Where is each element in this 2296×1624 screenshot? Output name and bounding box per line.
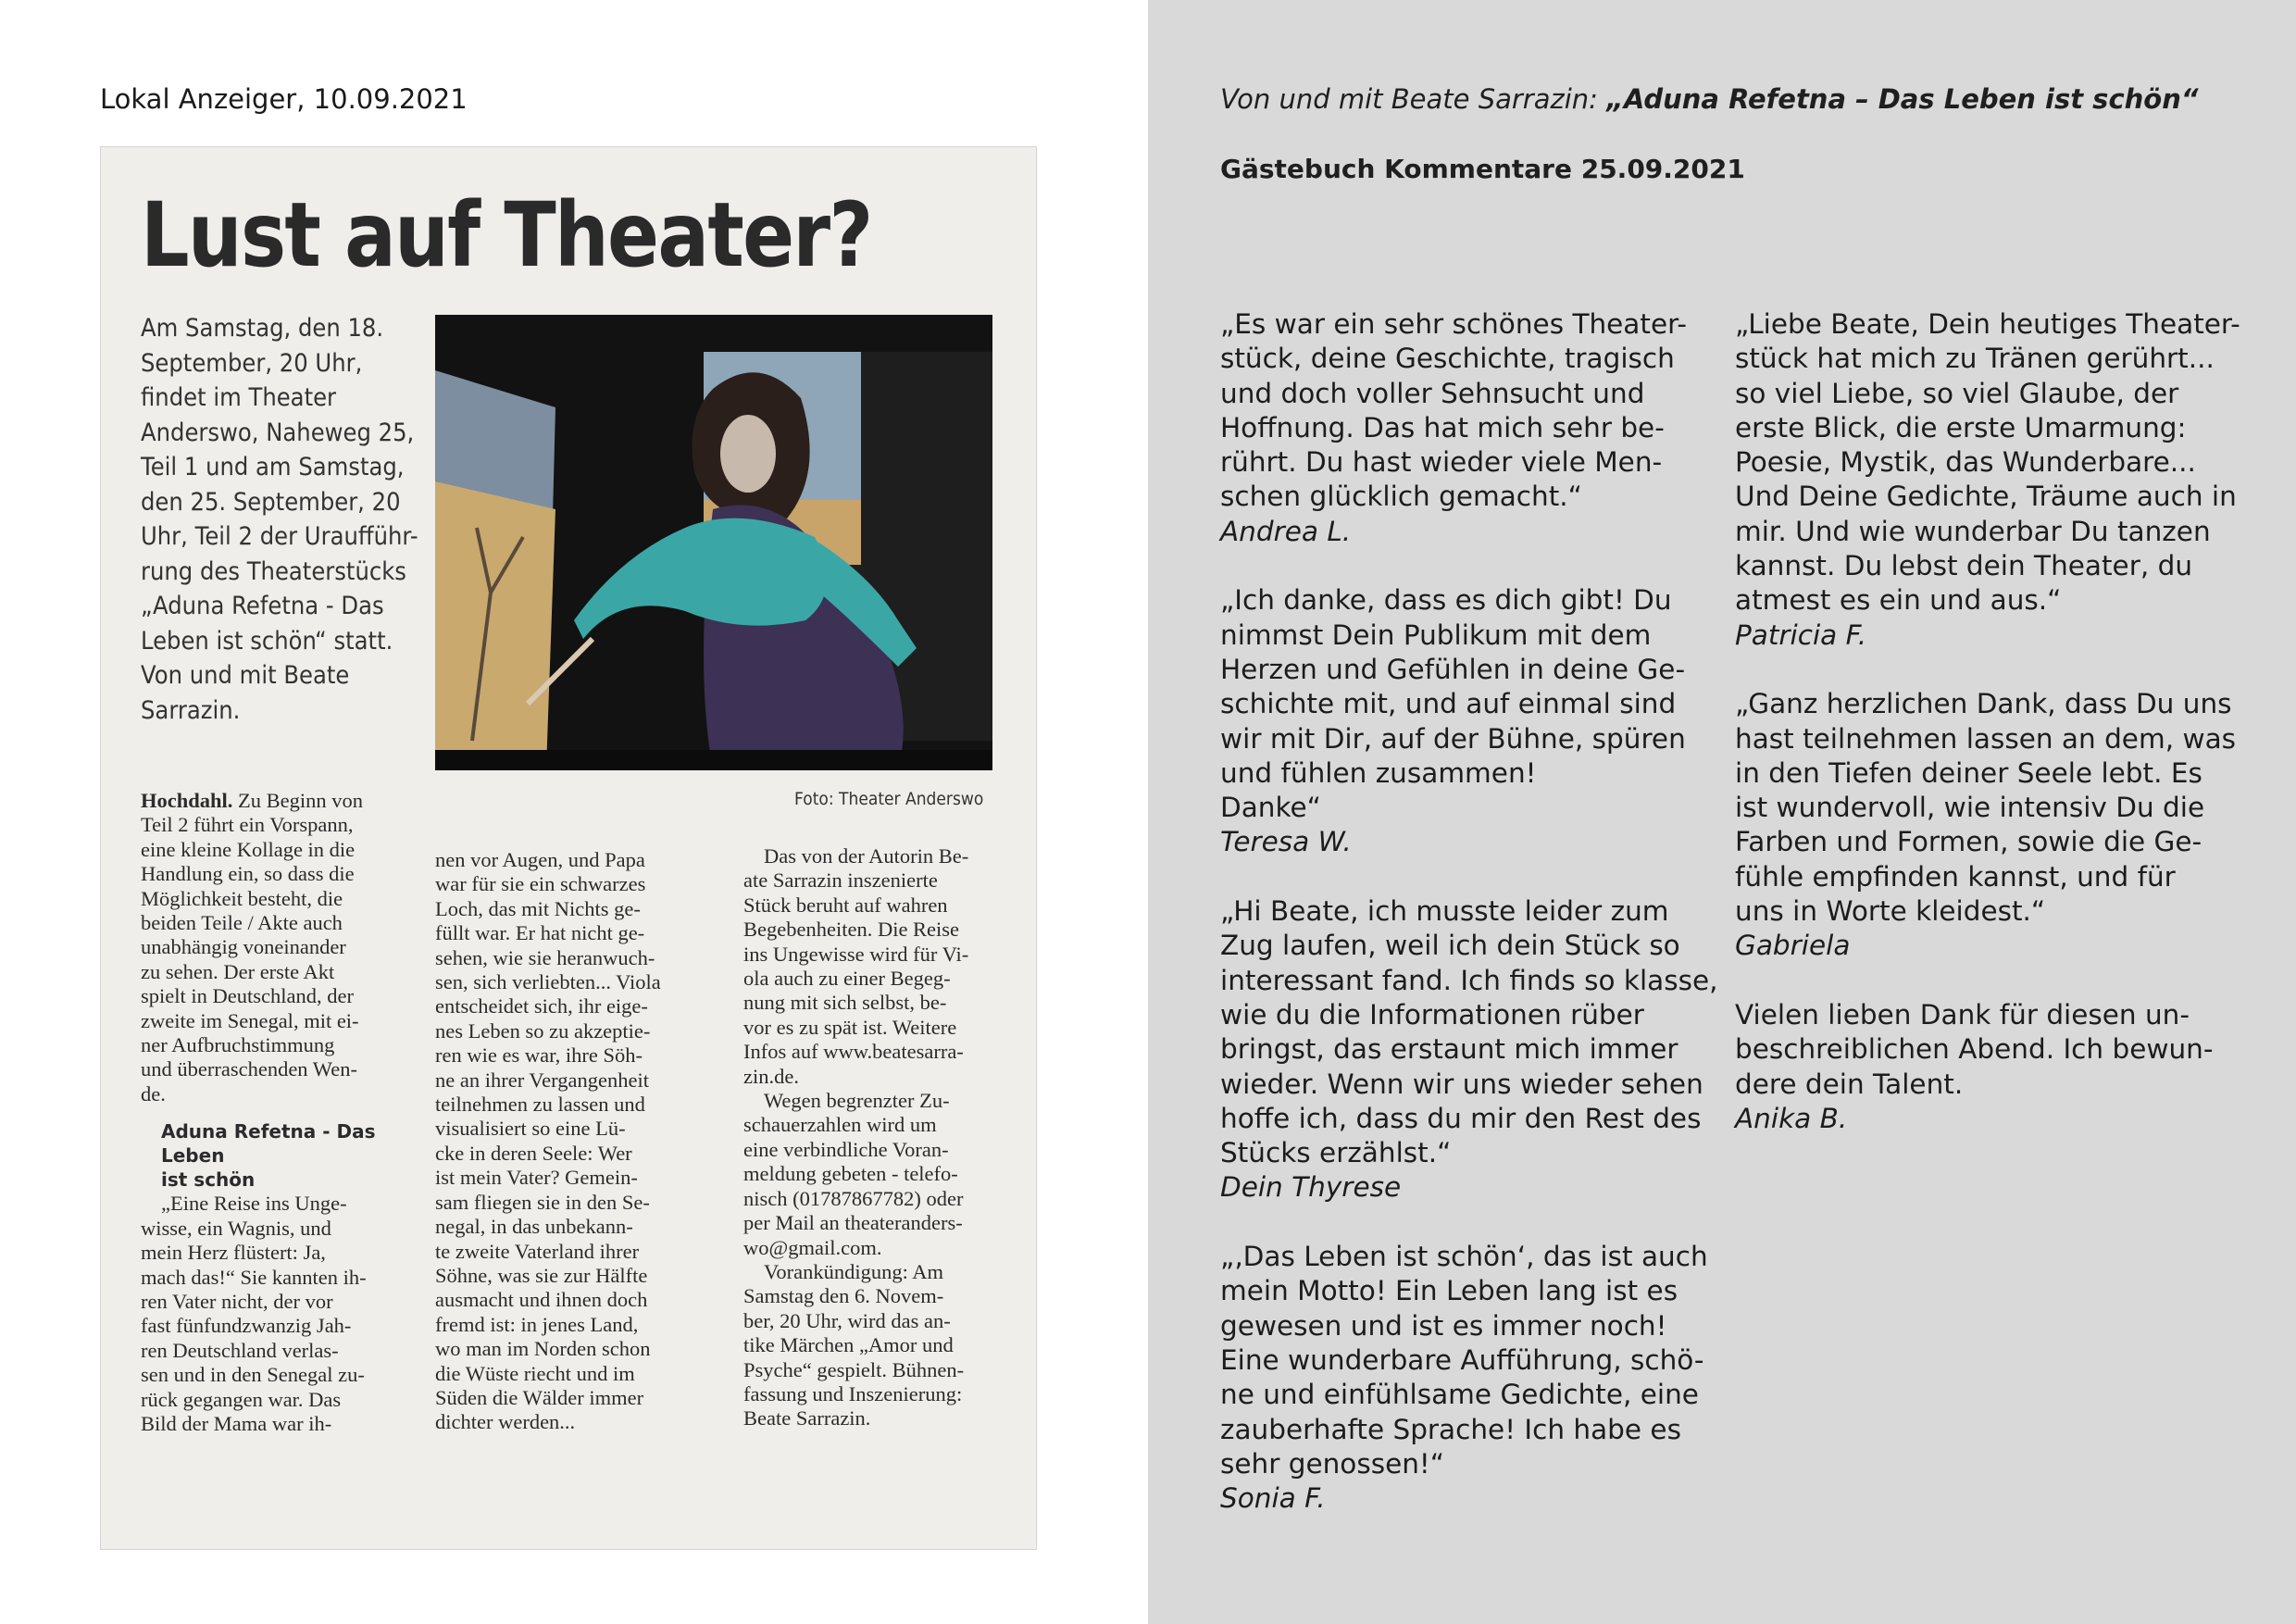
- article-paragraph: nen vor Augen, und Papa war für sie ein schwarzes Loch, das mit Nichts ge- füllt war. Er hat nicht ge- sehen, wie sie heranwuch- sen, sich verliebten... Viola entscheidet sich, ihr eige- nes Leben so zu akzeptie- ren wie es war, ihre Söh- ne an ihrer Vergangenheit teilnehmen zu lassen und visualisiert so eine Lü- cke in deren Seele: Wer ist mein Vater? Gemein- sam fliegen sie in den Se- negal, in das unbekann- te zweite Vaterland ihrer Söhne, was sie zur Hälfte ausmacht und ihnen doch fremd ist: in jenes Land, wo man im Norden schon die Wüste riecht und im Süden die Wälder immer dichter werden...: [435, 848, 661, 1434]
- comment-text: Vielen lieben Dank für diesen un- beschreiblichen Abend. Ich bewun- dere dein Talent.: [1735, 998, 2214, 1100]
- comment-text: „Hi Beate, ich musste leider zum Zug laufen, weil ich dein Stück so interessant fand. Ich finds so klasse, wie du die Informationen rüber bringst, das erstaunt mich immer wieder. Wenn wir uns wieder sehen hoffe ich, dass du mir den Rest des Stücks erzählst.“: [1220, 895, 1718, 1169]
- comment-text: „Ich danke, dass es dich gibt! Du nimmst Dein Publikum mit dem Herzen und Gefühlen in deine Ge- schichte mit, und auf einmal sind wir mit Dir, auf der Bühne, spüren und fühlen zusammen! Danke“: [1220, 584, 1686, 824]
- paragraph-text: Zu Beginn von Teil 2 führt ein Vorspann, eine kleine Kollage in die Handlung ein, so dass die Möglichkeit besteht, die beiden Teile / Akte auch unabhängig voneinander zu sehen. Der erste Akt spielt in Deutschland, der zweite im Senegal, mit ei- ner Aufbruchstimmung und überraschenden Wen- de.: [141, 789, 364, 1106]
- article-paragraph: Wegen begrenzter Zu- schauerzahlen wird um eine verbindliche Voran- meldung gebeten - telefo- nisch (01787867782) oder per Mail an theateranders- wo@gmail.com.: [743, 1089, 964, 1259]
- newspaper-caption: Lokal Anzeiger, 10.09.2021: [100, 83, 468, 115]
- article-column-2: [435, 848, 708, 1435]
- article-column-3: [743, 844, 1003, 1431]
- article-paragraph: Das von der Autorin Be- ate Sarrazin inszenierte Stück beruht auf wahren Begebenheiten. Die Reise ins Ungewisse wird für Vi- ola auch zu einer Begeg- nung mit sich selbst, be- vor es zu spät ist. Weitere Infos auf www.beatesarra- zin.de.: [743, 844, 969, 1088]
- article-paragraph: Vorankündigung: Am Samstag den 6. Novem- ber, 20 Uhr, wird das an- tike Märchen „Amor und Psyche“ gespielt. Bühnen- fassung und Inszenierung: Beate Sarrazin.: [743, 1259, 965, 1430]
- guestbook-caption: [1220, 83, 2199, 115]
- guestbook-column-2: [1735, 307, 2253, 1170]
- guestbook-entry: [1220, 307, 1739, 549]
- guestbook-entry: [1735, 307, 2253, 653]
- guestbook-entry: [1735, 687, 2253, 963]
- guestbook-entry: [1220, 583, 1739, 859]
- comment-author: Andrea L.: [1220, 515, 1352, 547]
- comment-text: „‚Das Leben ist schön‘, das ist auch mein Motto! Ein Leben lang ist es gewesen und ist es immer noch! Eine wunderbare Aufführung, schö- ne und einfühlsame Gedichte, eine zauberhafte Sprache! Ich habe es sehr genossen!“: [1220, 1241, 1708, 1480]
- article-subhead: Aduna Refetna - Das Leben ist schön: [161, 1120, 376, 1192]
- comment-text: „Es war ein sehr schönes Theater- stück, deine Geschichte, tragisch und doch voller Sehnsucht und Hoffnung. Das hat mich sehr be- rührt. Du hast wieder viele Men- schen glücklich gemacht.“: [1220, 308, 1687, 513]
- article-paragraph: „Eine Reise ins Unge- wisse, ein Wagnis, und mein Herz flüstert: Ja, mach das!“ Sie kannten ih- ren Vater nicht, der vor fast fünfundzwanzig Jah- ren Deutschland verlas- sen und in den Senegal zu- rück gegangen war. Das Bild der Mama war ih-: [141, 1192, 367, 1435]
- comment-author: Patricia F.: [1735, 618, 1867, 651]
- comment-author: Teresa W.: [1220, 826, 1352, 858]
- comment-author: Dein Thyrese: [1220, 1171, 1402, 1204]
- guestbook-column-1: [1220, 307, 1739, 1551]
- comment-text: „Liebe Beate, Dein heutiges Theater- stück hat mich zu Tränen gerührt... so viel Liebe, so viel Glaube, der erste Blick, die erste Umarmung: Poesie, Mystik, das Wunderbare... Und Deine Gedichte, Träume auch in mir. Und wie wunderbar Du tanzen kannst. Du lebst dein Theater, du atmest es ein und aus.“: [1735, 308, 2240, 617]
- guestbook-entry: [1220, 1240, 1739, 1516]
- guestbook-entry: [1220, 894, 1739, 1206]
- guestbook-entry: [1735, 998, 2253, 1136]
- article-paragraph: [141, 789, 418, 1106]
- guestbook-subtitle: Gästebuch Kommentare 25.09.2021: [1220, 154, 1745, 184]
- comment-author: Sonia F.: [1220, 1482, 1326, 1515]
- dateline: Hochdahl.: [141, 789, 233, 812]
- article-photo: [435, 315, 992, 770]
- photo-credit: Foto: Theater Anderswo: [794, 789, 984, 809]
- caption-prefix: Von und mit Beate Sarrazin:: [1220, 83, 1607, 115]
- newspaper-clipping: [100, 146, 1037, 1550]
- article-column-1: [141, 789, 418, 1436]
- play-title: „Aduna Refetna – Das Leben ist schön“: [1606, 83, 2199, 115]
- performer-photo-illustration: [435, 315, 992, 770]
- article-headline: Lust auf Theater?: [141, 183, 872, 287]
- comment-author: Gabriela: [1735, 930, 1851, 962]
- article-lead-text: Am Samstag, den 18. September, 20 Uhr, findet im Theater Anderswo, Naheweg 25, Teil 1 und am Samstag, den 25. September, 20 Uhr, Teil 2 der Uraufführ- rung des Theaterstücks „Aduna Refetna - Das Leben ist schön“ statt. Von und mit Beate Sarrazin.: [141, 314, 418, 725]
- article-lead: [141, 311, 428, 728]
- comment-author: Anika B.: [1735, 1102, 1848, 1134]
- comment-text: „Ganz herzlichen Dank, dass Du uns hast teilnehmen lassen an dem, was in den Tiefen deiner Seele lebt. Es ist wundervoll, wie intensiv Du die Farben und Formen, sowie die Ge- fühle empfinden kannst, und für uns in Worte kleidest.“: [1735, 688, 2237, 928]
